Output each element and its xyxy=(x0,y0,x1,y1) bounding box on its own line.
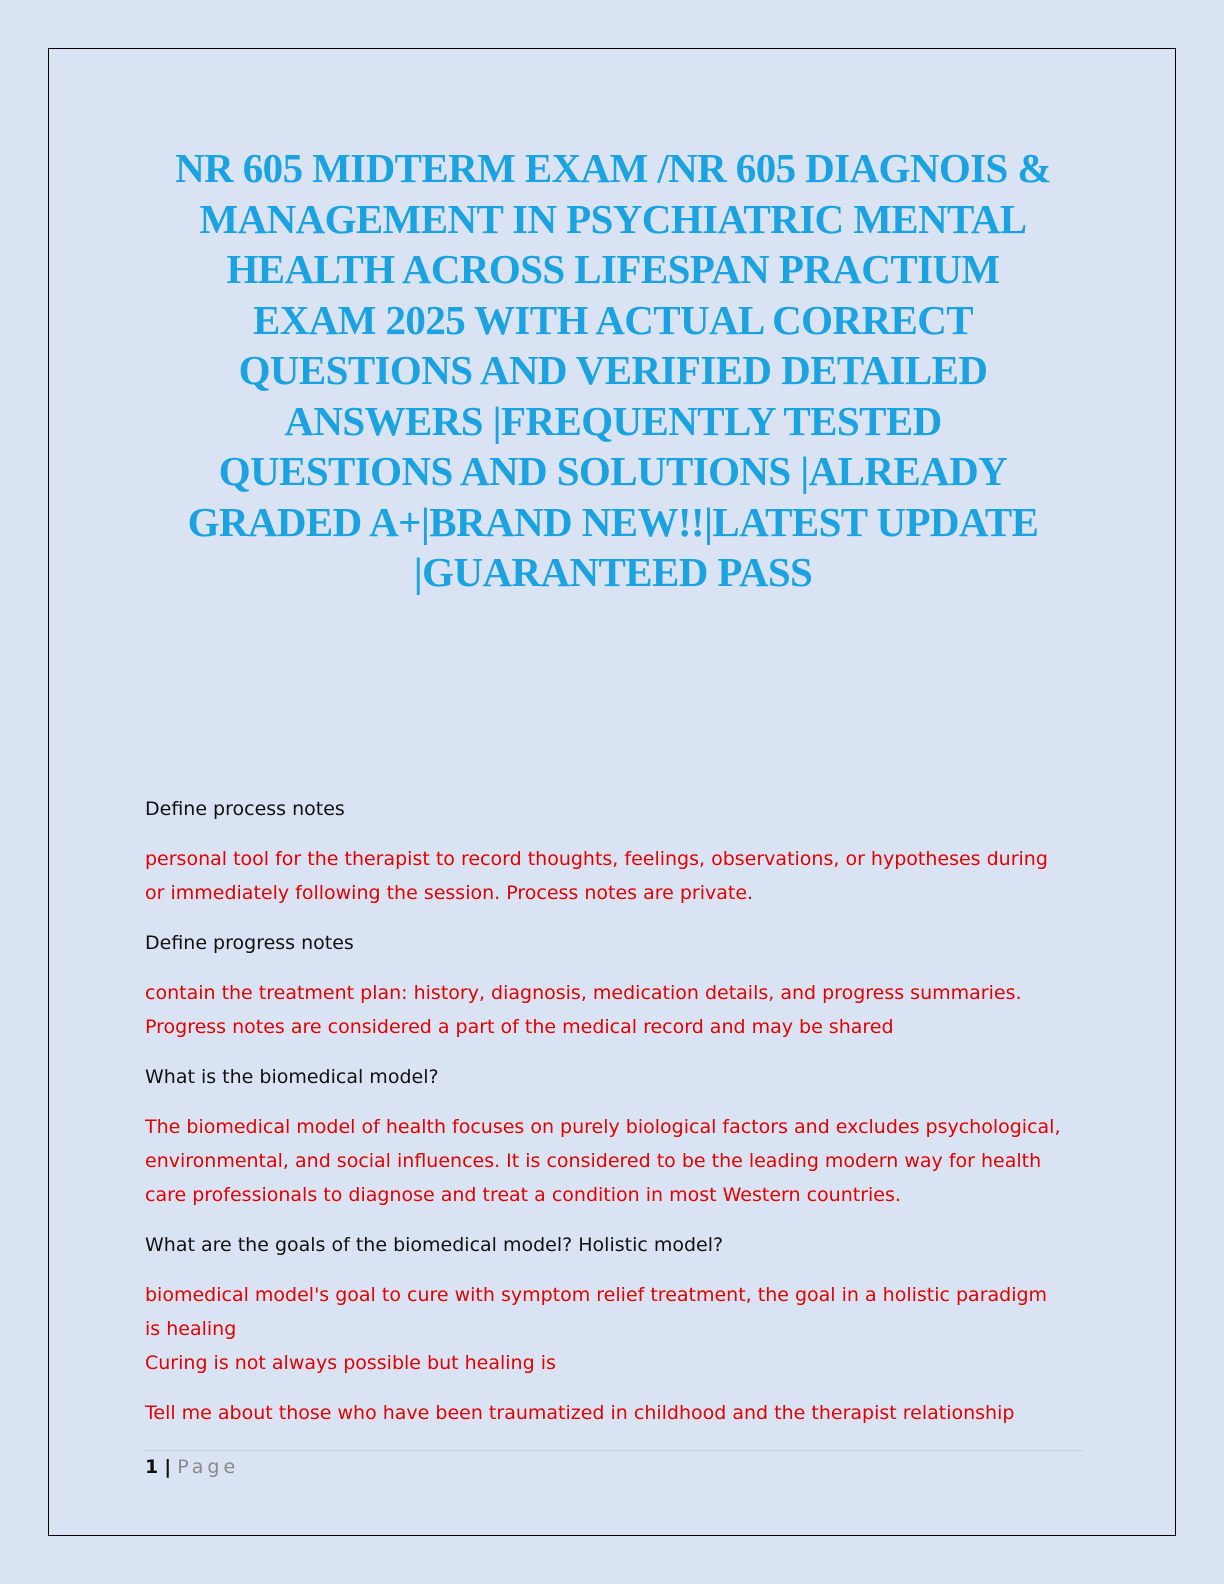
qa-content xyxy=(145,792,1085,1430)
title-line: ANSWERS |FREQUENTLY TESTED xyxy=(284,397,942,444)
footer-separator: | xyxy=(164,1456,172,1478)
title-line: GRADED A+|BRAND NEW!!|LATEST UPDATE xyxy=(187,498,1039,545)
title-line: EXAM 2025 WITH ACTUAL CORRECT xyxy=(253,296,973,343)
title-line: HEALTH ACROSS LIFESPAN PRACTIUM xyxy=(226,246,1000,292)
question-process-notes: Define process notes xyxy=(145,798,345,820)
title-line: QUESTIONS AND VERIFIED DETAILED xyxy=(238,347,988,393)
page-footer xyxy=(145,1453,239,1481)
page-label: Page xyxy=(177,1456,240,1478)
title-line: |GUARANTEED PASS xyxy=(413,549,813,595)
title-line: MANAGEMENT IN PSYCHIATRIC MENTAL xyxy=(199,195,1027,242)
question-childhood-trauma: Tell me about those who have been traumatized in childhood and the therapist relationship xyxy=(145,1402,1015,1424)
title-line: QUESTIONS AND SOLUTIONS |ALREADY xyxy=(218,448,1008,494)
footer-divider xyxy=(143,1450,1083,1451)
question-progress-notes: Define progress notes xyxy=(145,932,354,954)
title-line: NR 605 MIDTERM EXAM /NR 605 DIAGNOIS & xyxy=(175,145,1051,191)
question-biomedical-model: What is the biomedical model? xyxy=(145,1066,439,1088)
answer-process-notes: personal tool for the therapist to record thoughts, feelings, observations, or hypotheses during or immediately following the session. Process notes are private. xyxy=(145,848,1048,904)
page-number: 1 xyxy=(145,1456,159,1478)
question-model-goals: What are the goals of the biomedical model? Holistic model? xyxy=(145,1234,724,1256)
answer-biomedical-model: The biomedical model of health focuses on purely biological factors and excludes psychological, environmental, and social influences. It is considered to be the leading modern way for health care professionals to diagnose and treat a condition in most Western countries. xyxy=(145,1116,1061,1206)
answer-model-goals: biomedical model's goal to cure with symptom relief treatment, the goal in a holistic paradigm is healing Curing is not always possible but healing is xyxy=(145,1284,1048,1374)
answer-progress-notes: contain the treatment plan: history, diagnosis, medication details, and progress summaries. Progress notes are considered a part of the medical record and may be shared xyxy=(145,982,1022,1038)
document-title xyxy=(130,143,1096,598)
